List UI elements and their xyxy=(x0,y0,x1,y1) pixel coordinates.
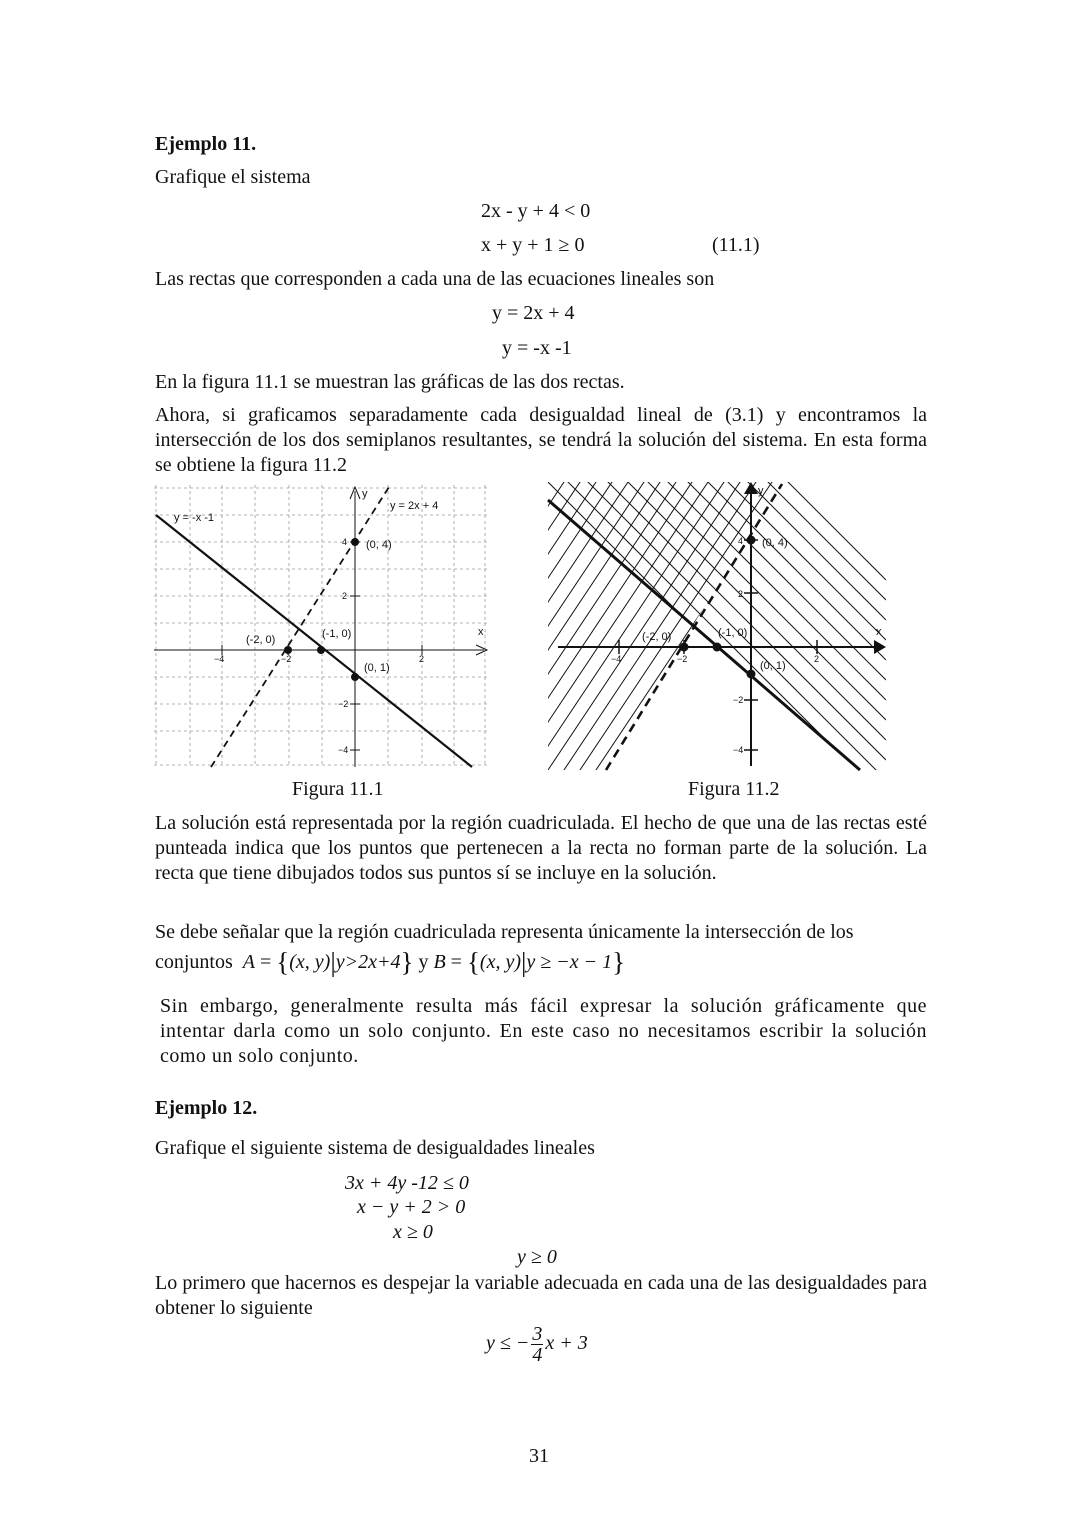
set-b-condition: y ≥ −x − 1 xyxy=(526,951,613,973)
result-lhs: y ≤ − xyxy=(486,1332,530,1355)
sets-prefix: conjuntos xyxy=(155,951,233,973)
example11-line-2: y = -x -1 xyxy=(502,337,572,359)
figure-11-2-caption: Figura 11.2 xyxy=(688,778,780,800)
figure1-point-label: (-1, 0) xyxy=(322,628,352,640)
example11-figure-intro: En la figura 11.1 se muestran las gráficas de las dos rectas. xyxy=(155,371,625,393)
set-a-pair: (x, y) xyxy=(289,951,331,973)
figure1-tick-label: −2 xyxy=(338,699,349,709)
figure1-point-label: (0, 4) xyxy=(366,539,392,551)
figure1-tick-label: 2 xyxy=(419,654,425,664)
set-a-name: A xyxy=(242,951,255,973)
figure2-tick-label: 2 xyxy=(814,654,820,664)
figure-11-1-caption: Figura 11.1 xyxy=(292,778,384,800)
figure2-tick-label: −4 xyxy=(733,745,744,755)
figure2-tick-label: 4 xyxy=(738,536,744,546)
figure1-tick-label: −4 xyxy=(214,654,225,664)
example11-paragraph-4: Sin embargo, generalmente resulta más fácil expresar la solución gráficamente que intentar darla como un solo conjunto. En este caso no necesitamos escribir la solución como un solo conjunto. xyxy=(160,995,927,1067)
example12-inequality-4: y ≥ 0 xyxy=(517,1246,557,1268)
figure1-label-line-b: y = 2x + 4 xyxy=(390,500,439,512)
set-b-pair: (x, y) xyxy=(479,951,521,973)
example11-paragraph-2: La solución está representada por la región cuadriculada. El hecho de que una de las rectas esté punteada indica que los puntos que pertenecen a la recta no forman parte de la solución. La recta que tiene dibujados todos sus puntos sí se incluye en la solución. xyxy=(155,812,927,884)
figure1-tick-label: −4 xyxy=(338,745,349,755)
example12-paragraph-1: Lo primero que hacernos es despejar la variable adecuada en cada una de las desigualdades para obtener lo siguiente xyxy=(155,1272,927,1319)
example11-line-1: y = 2x + 4 xyxy=(492,302,575,324)
example11-equation-number: (11.1) xyxy=(712,234,760,256)
result-rhs: x + 3 xyxy=(545,1332,588,1355)
example12-inequality-1: 3x + 4y -12 ≤ 0 xyxy=(345,1172,469,1194)
figure2-tick-label: 2 xyxy=(738,589,744,599)
figure1-axis-x: x xyxy=(478,626,484,638)
example12-heading: Ejemplo 12. xyxy=(155,1097,258,1119)
example12-result xyxy=(486,1324,588,1365)
example11-lines-intro: Las rectas que corresponden a cada una de las ecuaciones lineales son xyxy=(155,268,715,290)
result-denominator: 4 xyxy=(532,1344,543,1366)
figure2-tick-label: −2 xyxy=(677,654,688,664)
example11-paragraph-3: Se debe señalar que la región cuadriculada representa únicamente la intersección de los xyxy=(155,921,854,943)
figure1-label-line-a: y = -x -1 xyxy=(174,512,215,524)
figure-11-1 xyxy=(154,485,487,767)
example11-inequality-1: 2x - y + 4 < 0 xyxy=(481,200,591,222)
set-a-condition: y>2x+4 xyxy=(335,951,401,973)
example11-paragraph-1: Ahora, si graficamos separadamente cada desigualdad lineal de (3.1) y encontramos la intersección de los dos semiplanos resultantes, se tendrá la solución del sistema. En esta forma se obtiene la figura 11.2 xyxy=(155,404,927,476)
figure2-point-label: (-1, 0) xyxy=(718,627,748,639)
figure2-point-label: (0, 1) xyxy=(760,660,786,672)
figure1-point-label: (0, 1) xyxy=(364,662,390,674)
figure1-tick-label: −2 xyxy=(281,654,292,664)
figure1-tick-label: 2 xyxy=(342,591,348,601)
figure2-point-label: (-2, 0) xyxy=(642,631,672,643)
sets-definition: conjuntos A = {(x, y)|y>2x+4} y B = {(x, y)|y ≥ −x − 1} xyxy=(155,947,626,977)
figure1-axis-y: y xyxy=(362,488,368,500)
figure-11-2 xyxy=(548,482,886,770)
figure2-tick-label: −4 xyxy=(611,654,622,664)
figure2-point-label: (0, 4) xyxy=(762,537,788,549)
figure2-axis-x: x xyxy=(876,626,882,638)
example11-instruction: Grafique el sistema xyxy=(155,166,311,188)
result-numerator: 3 xyxy=(532,1323,543,1345)
figure1-point-label: (-2, 0) xyxy=(246,634,276,646)
example11-inequality-2: x + y + 1 ≥ 0 xyxy=(481,234,585,256)
example12-instruction: Grafique el siguiente sistema de desigualdades lineales xyxy=(155,1137,595,1159)
sets-joiner: y xyxy=(418,951,429,973)
example11-heading: Ejemplo 11. xyxy=(155,133,257,155)
set-b-name: B xyxy=(433,951,446,973)
figure1-tick-label: 4 xyxy=(342,537,348,547)
figure2-tick-label: −2 xyxy=(733,695,744,705)
page-number: 31 xyxy=(529,1445,549,1467)
figure2-axis-y: y xyxy=(758,485,764,497)
example12-inequality-3: x ≥ 0 xyxy=(393,1221,433,1243)
example12-inequality-2: x − y + 2 > 0 xyxy=(357,1196,466,1218)
